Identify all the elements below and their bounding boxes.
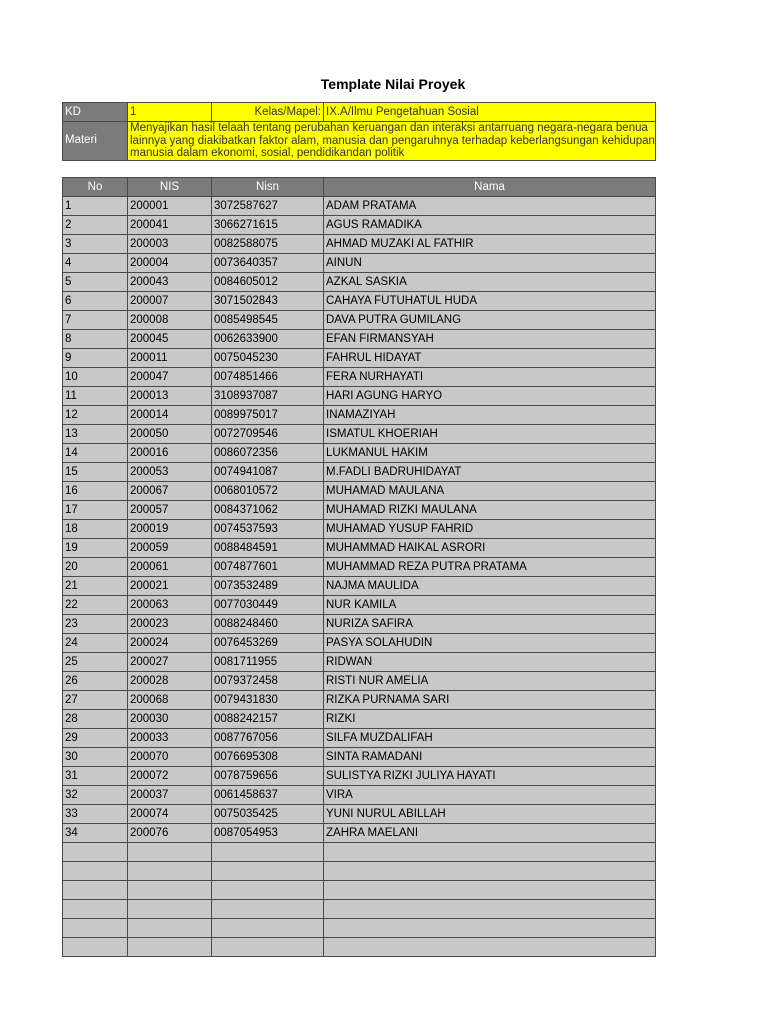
cell-nis[interactable]: 200053 xyxy=(128,463,212,482)
cell-nis[interactable]: 200001 xyxy=(128,197,212,216)
table-row xyxy=(63,216,656,235)
cell-no[interactable]: 34 xyxy=(63,824,128,843)
cell-no[interactable]: 3 xyxy=(63,235,128,254)
cell-no[interactable]: 1 xyxy=(63,197,128,216)
empty-cell[interactable] xyxy=(212,900,324,919)
table-row xyxy=(63,254,656,273)
cell-nama[interactable]: EFAN FIRMANSYAH xyxy=(324,330,656,349)
cell-nama[interactable]: ZAHRA MAELANI xyxy=(324,824,656,843)
header-nis: NIS xyxy=(128,178,212,197)
cell-no[interactable]: 27 xyxy=(63,691,128,710)
materi-label: Materi xyxy=(63,122,128,161)
table-row xyxy=(63,520,656,539)
info-table xyxy=(62,102,656,161)
cell-nama[interactable]: VIRA xyxy=(324,786,656,805)
cell-nisn[interactable]: 0072709546 xyxy=(212,425,324,444)
cell-nama[interactable]: RIDWAN xyxy=(324,653,656,672)
table-row xyxy=(63,330,656,349)
cell-nisn[interactable]: 0073640357 xyxy=(212,254,324,273)
table-header-row xyxy=(63,178,656,197)
student-table xyxy=(62,177,656,957)
kd-label: KD xyxy=(63,103,128,122)
table-row xyxy=(63,463,656,482)
cell-no[interactable]: 7 xyxy=(63,311,128,330)
cell-nisn[interactable]: 0074537593 xyxy=(212,520,324,539)
kelas-label: Kelas/Mapel: xyxy=(212,103,324,122)
empty-cell[interactable] xyxy=(63,938,128,957)
cell-nama[interactable]: NURIZA SAFIRA xyxy=(324,615,656,634)
empty-cell[interactable] xyxy=(128,881,212,900)
empty-row xyxy=(63,900,656,919)
cell-nama[interactable]: FAHRUL HIDAYAT xyxy=(324,349,656,368)
cell-nisn[interactable]: 0062633900 xyxy=(212,330,324,349)
table-row xyxy=(63,824,656,843)
cell-nis[interactable]: 200057 xyxy=(128,501,212,520)
table-row xyxy=(63,292,656,311)
header-nisn: Nisn xyxy=(212,178,324,197)
cell-nis[interactable]: 200014 xyxy=(128,406,212,425)
empty-row xyxy=(63,938,656,957)
cell-no[interactable]: 29 xyxy=(63,729,128,748)
cell-nis[interactable]: 200008 xyxy=(128,311,212,330)
cell-no[interactable]: 28 xyxy=(63,710,128,729)
cell-nisn[interactable]: 0078759656 xyxy=(212,767,324,786)
table-row xyxy=(63,596,656,615)
cell-nis[interactable]: 200045 xyxy=(128,330,212,349)
table-row xyxy=(63,729,656,748)
cell-nis[interactable]: 200037 xyxy=(128,786,212,805)
header-nama: Nama xyxy=(324,178,656,197)
cell-nisn[interactable]: 0079431830 xyxy=(212,691,324,710)
cell-no[interactable]: 25 xyxy=(63,653,128,672)
cell-nisn[interactable]: 0085498545 xyxy=(212,311,324,330)
cell-nisn[interactable]: 0084605012 xyxy=(212,273,324,292)
cell-nisn[interactable]: 0089975017 xyxy=(212,406,324,425)
cell-nama[interactable]: RISTI NUR AMELIA xyxy=(324,672,656,691)
cell-nisn[interactable]: 0077030449 xyxy=(212,596,324,615)
cell-nama[interactable]: PASYA SOLAHUDIN xyxy=(324,634,656,653)
empty-cell[interactable] xyxy=(212,938,324,957)
cell-nama[interactable]: SINTA RAMADANI xyxy=(324,748,656,767)
cell-nis[interactable]: 200024 xyxy=(128,634,212,653)
table-row xyxy=(63,672,656,691)
empty-cell[interactable] xyxy=(324,881,656,900)
cell-nis[interactable]: 200070 xyxy=(128,748,212,767)
empty-cell[interactable] xyxy=(212,881,324,900)
cell-nama[interactable]: NAJMA MAULIDA xyxy=(324,577,656,596)
table-row xyxy=(63,406,656,425)
table-row xyxy=(63,805,656,824)
table-row xyxy=(63,653,656,672)
cell-nis[interactable]: 200004 xyxy=(128,254,212,273)
cell-no[interactable]: 13 xyxy=(63,425,128,444)
cell-nisn[interactable]: 0075035425 xyxy=(212,805,324,824)
table-row xyxy=(63,577,656,596)
cell-nis[interactable]: 200030 xyxy=(128,710,212,729)
cell-nisn[interactable]: 0082588075 xyxy=(212,235,324,254)
cell-no[interactable]: 19 xyxy=(63,539,128,558)
empty-cell[interactable] xyxy=(324,862,656,881)
empty-cell[interactable] xyxy=(128,862,212,881)
empty-cell[interactable] xyxy=(324,900,656,919)
cell-no[interactable]: 26 xyxy=(63,672,128,691)
table-body xyxy=(63,197,656,957)
cell-nama[interactable]: YUNI NURUL ABILLAH xyxy=(324,805,656,824)
cell-nama[interactable]: MUHAMAD YUSUP FAHRID xyxy=(324,520,656,539)
table-row xyxy=(63,558,656,577)
table-row xyxy=(63,615,656,634)
cell-nisn[interactable]: 0086072356 xyxy=(212,444,324,463)
cell-nis[interactable]: 200063 xyxy=(128,596,212,615)
empty-cell[interactable] xyxy=(212,843,324,862)
cell-nama[interactable]: ISMATUL KHOERIAH xyxy=(324,425,656,444)
cell-nama[interactable]: NUR KAMILA xyxy=(324,596,656,615)
cell-nis[interactable]: 200016 xyxy=(128,444,212,463)
table-row xyxy=(63,691,656,710)
empty-cell[interactable] xyxy=(63,862,128,881)
cell-nisn[interactable]: 0081711955 xyxy=(212,653,324,672)
table-row xyxy=(63,767,656,786)
cell-no[interactable]: 15 xyxy=(63,463,128,482)
empty-cell[interactable] xyxy=(63,881,128,900)
page-title: Template Nilai Proyek xyxy=(320,76,466,92)
cell-nama[interactable]: MUHAMAD RIZKI MAULANA xyxy=(324,501,656,520)
cell-nisn[interactable]: 3108937087 xyxy=(212,387,324,406)
cell-nisn[interactable]: 0087054953 xyxy=(212,824,324,843)
table-row xyxy=(63,539,656,558)
empty-cell[interactable] xyxy=(324,843,656,862)
cell-nisn[interactable]: 0074877601 xyxy=(212,558,324,577)
empty-row xyxy=(63,881,656,900)
cell-nisn[interactable]: 0074941087 xyxy=(212,463,324,482)
cell-nis[interactable]: 200076 xyxy=(128,824,212,843)
table-row xyxy=(63,501,656,520)
cell-nama[interactable]: INAMAZIYAH xyxy=(324,406,656,425)
cell-no[interactable]: 33 xyxy=(63,805,128,824)
table-row xyxy=(63,311,656,330)
cell-nisn[interactable]: 0079372458 xyxy=(212,672,324,691)
empty-row xyxy=(63,919,656,938)
cell-nisn[interactable]: 0084371062 xyxy=(212,501,324,520)
cell-nama[interactable]: LUKMANUL HAKIM xyxy=(324,444,656,463)
cell-nis[interactable]: 200011 xyxy=(128,349,212,368)
empty-cell[interactable] xyxy=(128,938,212,957)
table-row xyxy=(63,368,656,387)
empty-cell[interactable] xyxy=(63,843,128,862)
table-row xyxy=(63,425,656,444)
cell-nisn[interactable]: 3066271615 xyxy=(212,216,324,235)
table-row xyxy=(63,273,656,292)
cell-no[interactable]: 32 xyxy=(63,786,128,805)
table-row xyxy=(63,444,656,463)
table-row xyxy=(63,634,656,653)
cell-nama[interactable]: MUHAMMAD REZA PUTRA PRATAMA xyxy=(324,558,656,577)
cell-no[interactable]: 2 xyxy=(63,216,128,235)
table-row xyxy=(63,387,656,406)
cell-nama[interactable]: FERA NURHAYATI xyxy=(324,368,656,387)
empty-cell[interactable] xyxy=(324,938,656,957)
cell-nis[interactable]: 200041 xyxy=(128,216,212,235)
cell-nis[interactable]: 200003 xyxy=(128,235,212,254)
table-row xyxy=(63,786,656,805)
cell-nama[interactable]: MUHAMAD MAULANA xyxy=(324,482,656,501)
cell-no[interactable]: 20 xyxy=(63,558,128,577)
cell-nisn[interactable]: 0076453269 xyxy=(212,634,324,653)
cell-nis[interactable]: 200072 xyxy=(128,767,212,786)
materi-text[interactable]: Menyajikan hasil telaah tentang perubahan keruangan dan interaksi antarruang negara-negara benua lainnya yang diakibatkan faktor alam, manusia dan pengaruhnya terhadap keberlangsungan kehidupan manusia dalam ekonomi, sosial, pendidikandan politik xyxy=(128,122,656,161)
cell-nisn[interactable]: 0068010572 xyxy=(212,482,324,501)
kd-value[interactable]: 1 xyxy=(128,103,212,122)
cell-nisn[interactable]: 0076695308 xyxy=(212,748,324,767)
cell-nis[interactable]: 200021 xyxy=(128,577,212,596)
cell-nama[interactable]: AZKAL SASKIA xyxy=(324,273,656,292)
cell-no[interactable]: 22 xyxy=(63,596,128,615)
empty-cell[interactable] xyxy=(212,862,324,881)
cell-nama[interactable]: HARI AGUNG HARYO xyxy=(324,387,656,406)
cell-nisn[interactable]: 0088248460 xyxy=(212,615,324,634)
cell-nisn[interactable]: 0075045230 xyxy=(212,349,324,368)
cell-no[interactable]: 30 xyxy=(63,748,128,767)
cell-no[interactable]: 23 xyxy=(63,615,128,634)
empty-cell[interactable] xyxy=(128,919,212,938)
cell-nama[interactable]: MUHAMMAD HAIKAL ASRORI xyxy=(324,539,656,558)
cell-nis[interactable]: 200068 xyxy=(128,691,212,710)
cell-nisn[interactable]: 0074851466 xyxy=(212,368,324,387)
cell-nis[interactable]: 200028 xyxy=(128,672,212,691)
empty-cell[interactable] xyxy=(63,919,128,938)
cell-no[interactable]: 24 xyxy=(63,634,128,653)
empty-cell[interactable] xyxy=(324,919,656,938)
table-row xyxy=(63,748,656,767)
cell-nama[interactable]: AGUS RAMADIKA xyxy=(324,216,656,235)
cell-nisn[interactable]: 0061458637 xyxy=(212,786,324,805)
kelas-value[interactable]: IX.A/Ilmu Pengetahuan Sosial xyxy=(324,103,656,122)
cell-no[interactable]: 6 xyxy=(63,292,128,311)
table-row xyxy=(63,349,656,368)
table-row xyxy=(63,235,656,254)
cell-nisn[interactable]: 0088242157 xyxy=(212,710,324,729)
cell-nis[interactable]: 200061 xyxy=(128,558,212,577)
empty-cell[interactable] xyxy=(63,900,128,919)
cell-nisn[interactable]: 0088484591 xyxy=(212,539,324,558)
cell-nama[interactable]: CAHAYA FUTUHATUL HUDA xyxy=(324,292,656,311)
empty-row xyxy=(63,862,656,881)
cell-nis[interactable]: 200013 xyxy=(128,387,212,406)
cell-no[interactable]: 5 xyxy=(63,273,128,292)
cell-no[interactable]: 10 xyxy=(63,368,128,387)
cell-nis[interactable]: 200050 xyxy=(128,425,212,444)
empty-cell[interactable] xyxy=(212,919,324,938)
cell-no[interactable]: 11 xyxy=(63,387,128,406)
table-row xyxy=(63,482,656,501)
cell-no[interactable]: 18 xyxy=(63,520,128,539)
cell-nis[interactable]: 200027 xyxy=(128,653,212,672)
cell-nisn[interactable]: 3072587627 xyxy=(212,197,324,216)
cell-nama[interactable]: AHMAD MUZAKI AL FATHIR xyxy=(324,235,656,254)
cell-nama[interactable]: RIZKI xyxy=(324,710,656,729)
cell-no[interactable]: 4 xyxy=(63,254,128,273)
cell-no[interactable]: 12 xyxy=(63,406,128,425)
cell-no[interactable]: 8 xyxy=(63,330,128,349)
cell-nama[interactable]: DAVA PUTRA GUMILANG xyxy=(324,311,656,330)
cell-nis[interactable]: 200059 xyxy=(128,539,212,558)
cell-nis[interactable]: 200074 xyxy=(128,805,212,824)
table-row xyxy=(63,710,656,729)
cell-nis[interactable]: 200047 xyxy=(128,368,212,387)
table-row xyxy=(63,197,656,216)
cell-nama[interactable]: AINUN xyxy=(324,254,656,273)
cell-no[interactable]: 14 xyxy=(63,444,128,463)
cell-nisn[interactable]: 0073532489 xyxy=(212,577,324,596)
cell-nis[interactable]: 200019 xyxy=(128,520,212,539)
cell-nis[interactable]: 200007 xyxy=(128,292,212,311)
cell-nama[interactable]: ADAM PRATAMA xyxy=(324,197,656,216)
cell-nis[interactable]: 200043 xyxy=(128,273,212,292)
cell-nisn[interactable]: 0087767056 xyxy=(212,729,324,748)
cell-nis[interactable]: 200067 xyxy=(128,482,212,501)
cell-no[interactable]: 16 xyxy=(63,482,128,501)
cell-nama[interactable]: RIZKA PURNAMA SARI xyxy=(324,691,656,710)
cell-no[interactable]: 21 xyxy=(63,577,128,596)
cell-nama[interactable]: SILFA MUZDALIFAH xyxy=(324,729,656,748)
cell-no[interactable]: 17 xyxy=(63,501,128,520)
empty-cell[interactable] xyxy=(128,843,212,862)
cell-nis[interactable]: 200023 xyxy=(128,615,212,634)
cell-no[interactable]: 31 xyxy=(63,767,128,786)
cell-nis[interactable]: 200033 xyxy=(128,729,212,748)
cell-nama[interactable]: SULISTYA RIZKI JULIYA HAYATI xyxy=(324,767,656,786)
empty-cell[interactable] xyxy=(128,900,212,919)
header-no: No xyxy=(63,178,128,197)
cell-nisn[interactable]: 3071502843 xyxy=(212,292,324,311)
cell-nama[interactable]: M.FADLI BADRUHIDAYAT xyxy=(324,463,656,482)
cell-no[interactable]: 9 xyxy=(63,349,128,368)
empty-row xyxy=(63,843,656,862)
